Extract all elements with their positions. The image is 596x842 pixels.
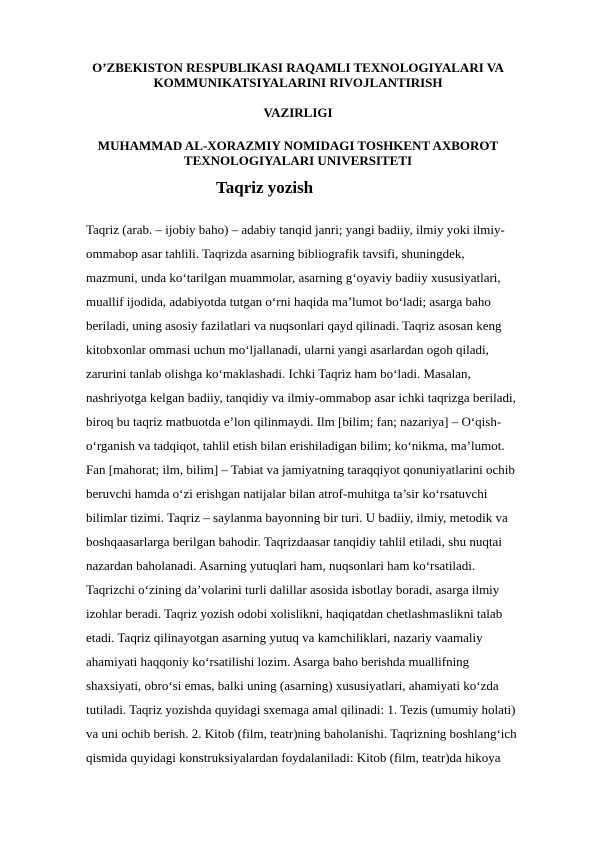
body-line: beriladi, uning asosiy fazilatlari va nuqsonlari qayd qilinadi. Taqriz asosan keng: [86, 318, 502, 333]
body-line: nashriyotga kelgan badiiy, tanqidiy va ilmiy-ommabop asar ichki taqrizga beriladi,: [86, 390, 516, 405]
body-line: boshqaasarlarga berilgan bahodir. Taqrizdaasar tanqidiy tahlil etiladi, shu nuqtai: [86, 534, 502, 549]
body-line: ommabop asar tahlili. Taqrizda asarning bibliografik tavsifi, shuningdek,: [86, 246, 465, 261]
body-line: kitobxonlar ommasi uchun mo‘ljallanadi, ularni yangi asarlardan ogoh qiladi,: [86, 342, 489, 357]
body-line: o‘rganish va tadqiqot, tahlil etish bilan erishiladigan bilim; ko‘nikma, ma’lumot.: [86, 438, 505, 453]
ministry-heading-line-1: O’ZBEKISTON RESPUBLIKASI RAQAMLI TEXNOLOGIYALARI VA: [92, 60, 504, 75]
body-line: muallif ijodida, adabiyotda tutgan o‘rni haqida ma’lumot bo‘ladi; asarga baho: [86, 294, 491, 309]
body-line: biroq bu taqriz matbuotda e’lon qilinmaydi. Ilm [bilim; fan; nazariya] – O‘qish-: [86, 414, 502, 429]
body-line: Taqrizchi o‘zining da’volarini turli dalillar asosida isbotlay boradi, asarga ilmiy: [86, 582, 500, 597]
body-line: Taqriz (arab. – ijobiy baho) – adabiy tanqid janri; yangi badiiy, ilmiy yoki ilmiy-: [86, 222, 505, 237]
body-line: bilimlar tizimi. Taqriz – saylanma bayonning bir turi. U badiiy, ilmiy, metodik va: [86, 510, 508, 525]
body-line: izohlar beradi. Taqriz yozish odobi xolislikni, haqiqatdan chetlashmaslikni talab: [86, 606, 503, 621]
body-line: shaxsiyati, obro‘si emas, balki uning (asarning) xususiyatlari, ahamiyati ko‘zda: [86, 678, 499, 693]
body-line: mazmuni, unda ko‘tarilgan muammolar, asarning g‘oyaviy badiiy xususiyatlari,: [86, 270, 501, 285]
body-line: zarurini tanlab olishga ko‘maklashadi. Ichki Taqriz ham bo‘ladi. Masalan,: [86, 366, 471, 381]
body-line: tutiladi. Taqriz yozishda quyidagi sxemaga amal qilinadi: 1. Tezis (umumiy holati): [86, 702, 516, 717]
body-line: etadi. Taqriz qilinayotgan asarning yutuq va kamchiliklari, nazariy vaamaliy: [86, 630, 483, 645]
body-line: beruvchi hamda o‘zi erishgan natijalar bilan atrof-muhitga ta’sir ko‘rsatuvchi: [86, 486, 488, 501]
body-line: Fan [mahorat; ilm, bilim] – Tabiat va jamiyatning taraqqiyot qonuniyatlarini ochib: [86, 462, 515, 477]
ministry-heading-line-2: KOMMUNIKATSIYALARINI RIVOJLANTIRISH: [153, 75, 443, 90]
body-line: nazardan baholanadi. Asarning yutuqlari ham, nuqsonlari ham ko‘rsatiladi.: [86, 558, 476, 573]
body-line: ahamiyati haqqoniy ko‘rsatilishi lozim. Asarga baho berishda muallifning: [86, 654, 470, 669]
university-heading-line-2: TEXNOLOGIYALARI UNIVERSITETI: [183, 153, 413, 168]
body-line: qismida quyidagi konstruksiyalardan foydalaniladi: Kitob (film, teatr)da hikoya: [86, 750, 501, 765]
document-title: Taqriz yozish: [216, 178, 314, 197]
ministry-heading-line-3: VAZIRLIGI: [263, 105, 333, 120]
university-heading-line-1: MUHAMMAD AL-XORAZMIY NOMIDAGI TOSHKENT AXBOROT: [97, 138, 499, 153]
body-line: va uni ochib berish. 2. Kitob (film, teatr)ning baholanishi. Taqrizning boshlang‘ich: [86, 726, 517, 741]
